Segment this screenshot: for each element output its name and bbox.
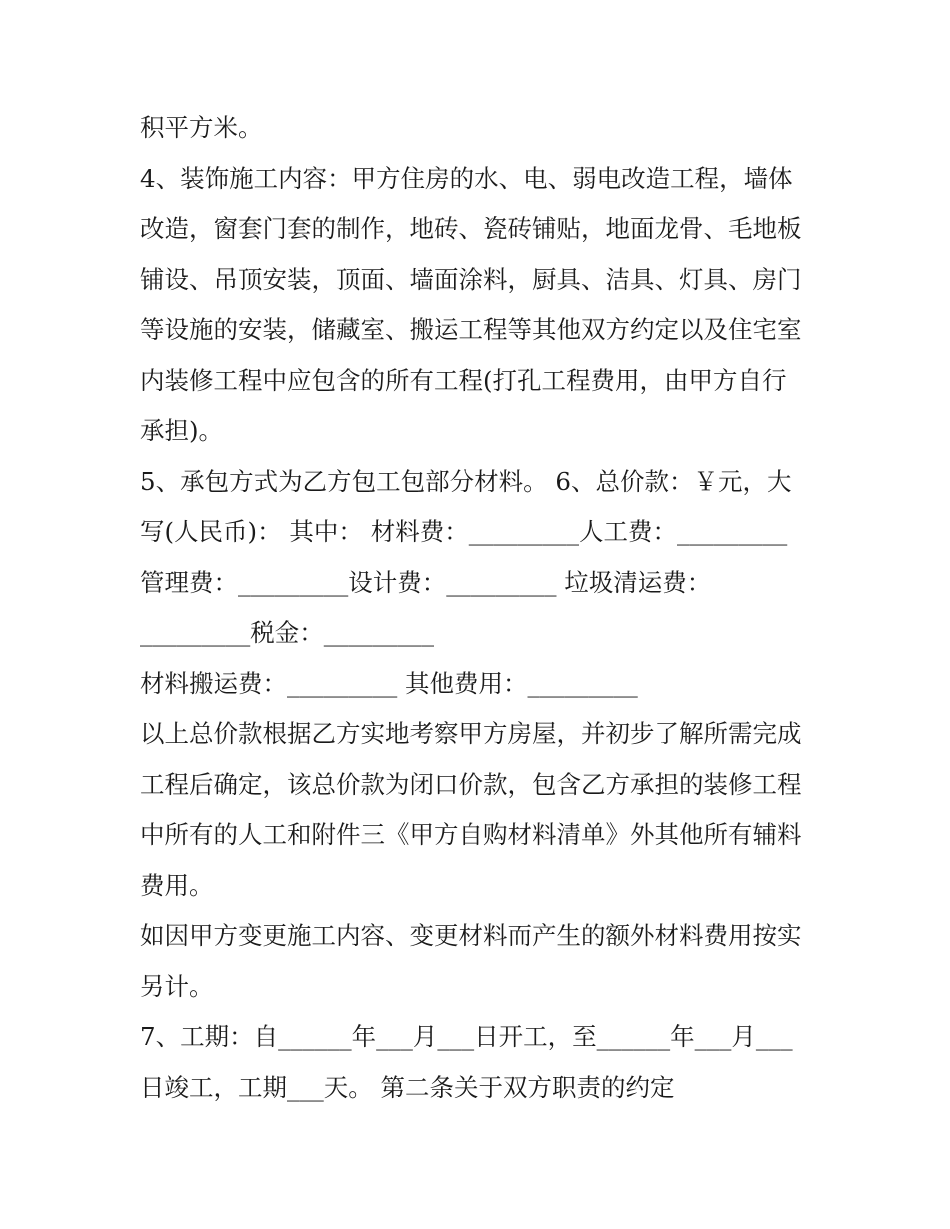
text-line: 另计。 (140, 971, 214, 1001)
text-line: 4、装饰施工内容：甲方住房的水、电、弱电改造工程，墙体 (140, 163, 793, 193)
text-line: 承担)。 (140, 416, 224, 445)
text-line: 日竣工，工期___天。 第二条关于双方职责的约定 (140, 1072, 675, 1102)
text-line: 管理费：_________设计费：_________ 垃圾清运费： (140, 567, 712, 597)
document-body (140, 103, 820, 1113)
text-line: 如因甲方变更施工内容、变更材料而产生的额外材料费用按实 (140, 921, 802, 950)
text-line: 铺设、吊顶安装，顶面、墙面涂料，厨具、洁具、灯具、房门 (140, 264, 802, 294)
text-line: 工程后确定，该总价款为闭口价款，包含乙方承担的装修工程 (140, 769, 802, 799)
text-line: 写(人民币)： 其中： 材料费：_________人工费：_________ (140, 517, 788, 546)
text-line: 中所有的人工和附件三《甲方自购材料清单》外其他所有辅料 (140, 820, 802, 849)
text-line: 改造，窗套门套的制作，地砖、瓷砖铺贴，地面龙骨、毛地板 (140, 214, 802, 243)
text-line: _________税金：_________ (140, 618, 434, 647)
text-line: 7、工期：自______年___月___日开工，至______年___月___ (140, 1022, 793, 1051)
text-line: 内装修工程中应包含的所有工程(打孔工程费用，由甲方自行 (140, 365, 787, 395)
text-line: 5、承包方式为乙方包工包部分材料。 6、总价款：￥元，大 (140, 466, 792, 496)
text-line: 费用。 (140, 870, 214, 900)
text-line: 积平方米。 (140, 113, 263, 142)
text-line: 等设施的安装，储藏室、搬运工程等其他双方约定以及住宅室 (140, 315, 802, 344)
text-line: 材料搬运费：_________ 其他费用：_________ (140, 668, 638, 698)
text-line: 以上总价款根据乙方实地考察甲方房屋，并初步了解所需完成 (140, 719, 802, 748)
